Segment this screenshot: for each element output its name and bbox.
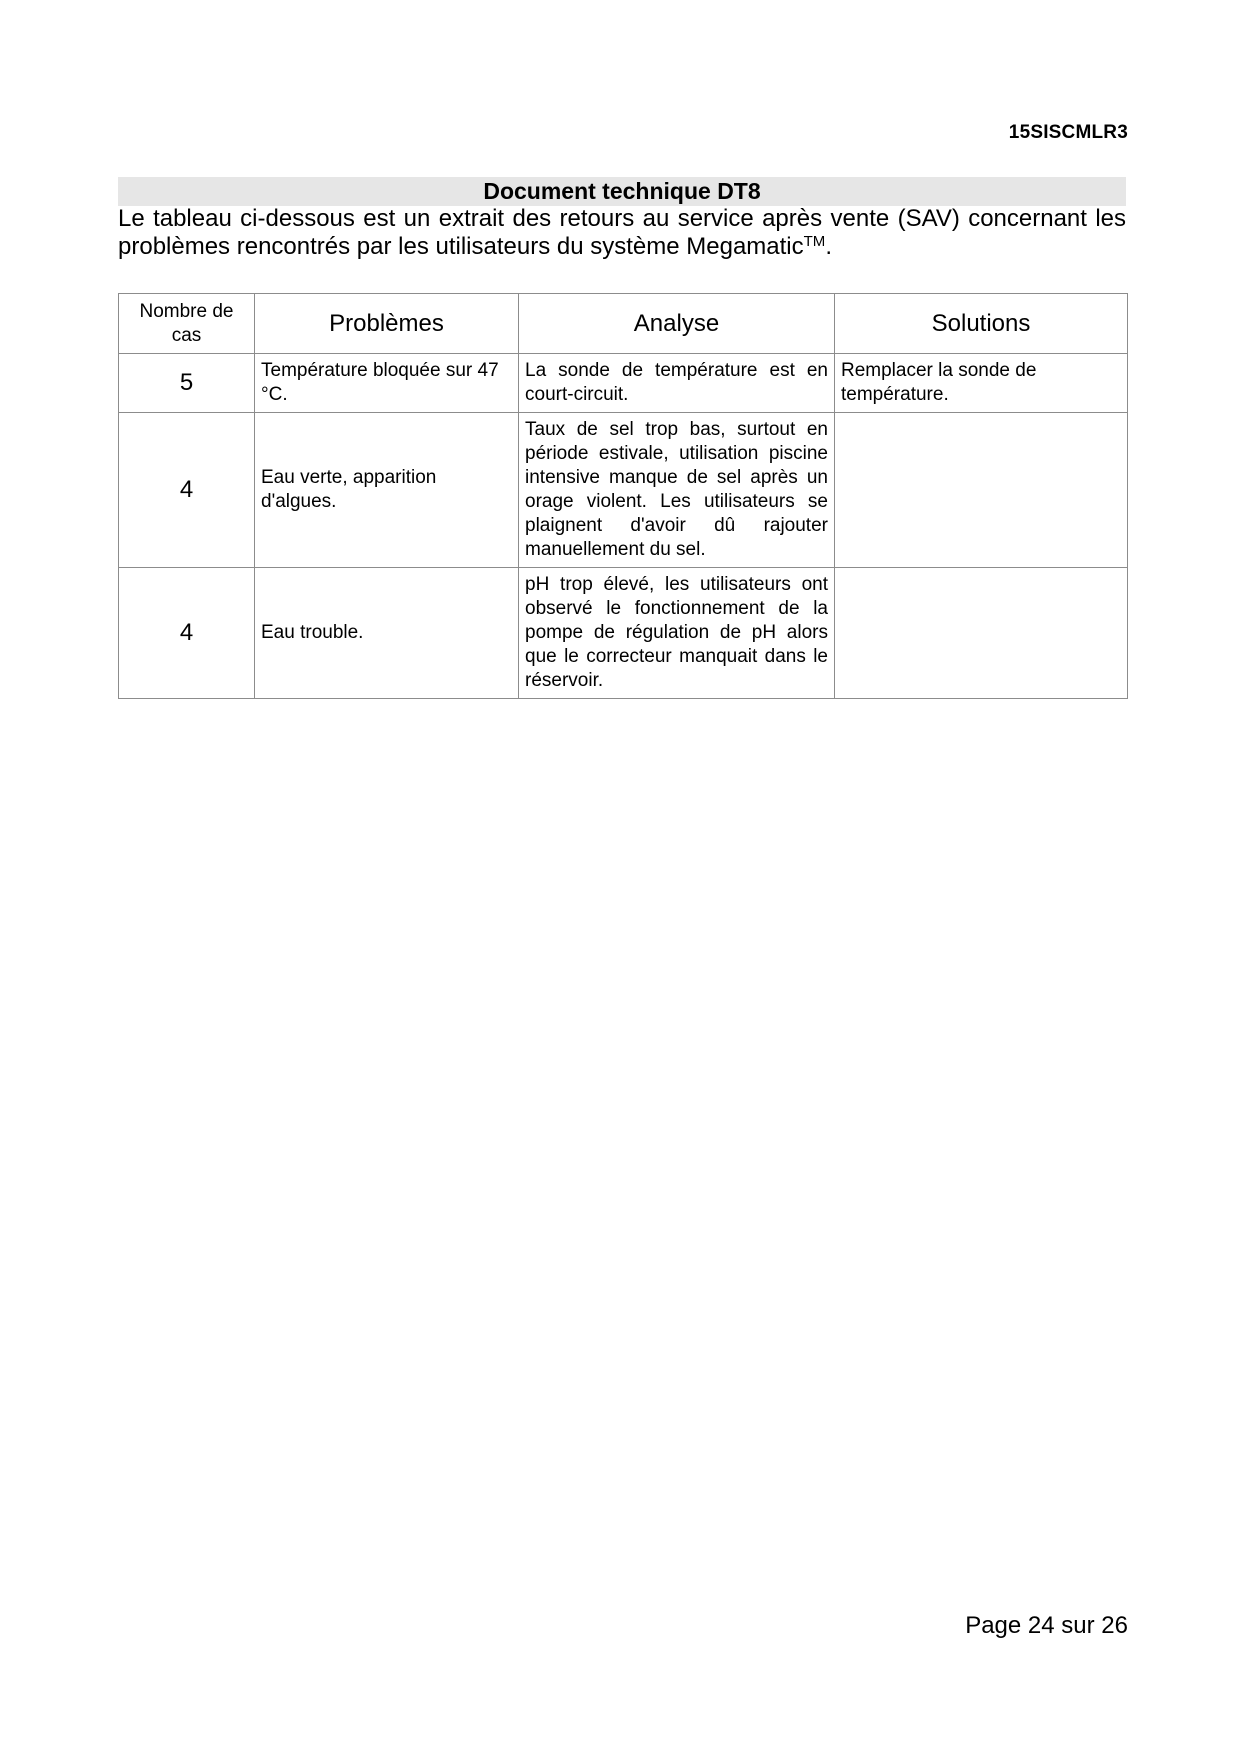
row-analysis: Taux de sel trop bas, surtout en période estivale, utilisation piscine intensive manque de sel après un orage violent. Les utilisateurs se plaignent d'avoir dû rajouter manuellement du sel.: [519, 413, 835, 568]
row-analysis: pH trop élevé, les utilisateurs ont observé le fonctionnement de la pompe de régulation de pH alors que le correcteur manquait dans le réservoir.: [519, 568, 835, 699]
intro-text: Le tableau ci-dessous est un extrait des retours au service après vente (SAV) concernant les problèmes rencontrés par les utilisateurs du système Megamatic: [118, 205, 1126, 260]
document-code: 15SISCMLR3: [1008, 122, 1128, 143]
row-count: 5: [119, 354, 255, 413]
header-analysis: Analyse: [519, 294, 835, 354]
row-problem: Température bloquée sur 47 °C.: [255, 354, 519, 413]
row-count: 4: [119, 413, 255, 568]
row-problem: Eau trouble.: [255, 568, 519, 699]
table-row: [119, 568, 1128, 699]
row-solution: [835, 413, 1128, 568]
row-count: 4: [119, 568, 255, 699]
row-solution: Remplacer la sonde de température.: [835, 354, 1128, 413]
header-count: Nombre de cas: [119, 294, 255, 354]
table-header-row: [119, 294, 1128, 354]
row-solution: [835, 568, 1128, 699]
document-title: Document technique DT8: [118, 177, 1126, 206]
table-row: [119, 413, 1128, 568]
header-solutions: Solutions: [835, 294, 1128, 354]
intro-end-punct: .: [825, 233, 832, 260]
intro-paragraph: [118, 205, 1126, 261]
page-number: Page 24 sur 26: [965, 1612, 1128, 1639]
header-problems: Problèmes: [255, 294, 519, 354]
row-problem: Eau verte, apparition d'algues.: [255, 413, 519, 568]
trademark-symbol: TM: [803, 233, 826, 250]
table-row: [119, 354, 1128, 413]
row-analysis: La sonde de température est en court-circuit.: [519, 354, 835, 413]
sav-returns-table: [118, 293, 1128, 699]
